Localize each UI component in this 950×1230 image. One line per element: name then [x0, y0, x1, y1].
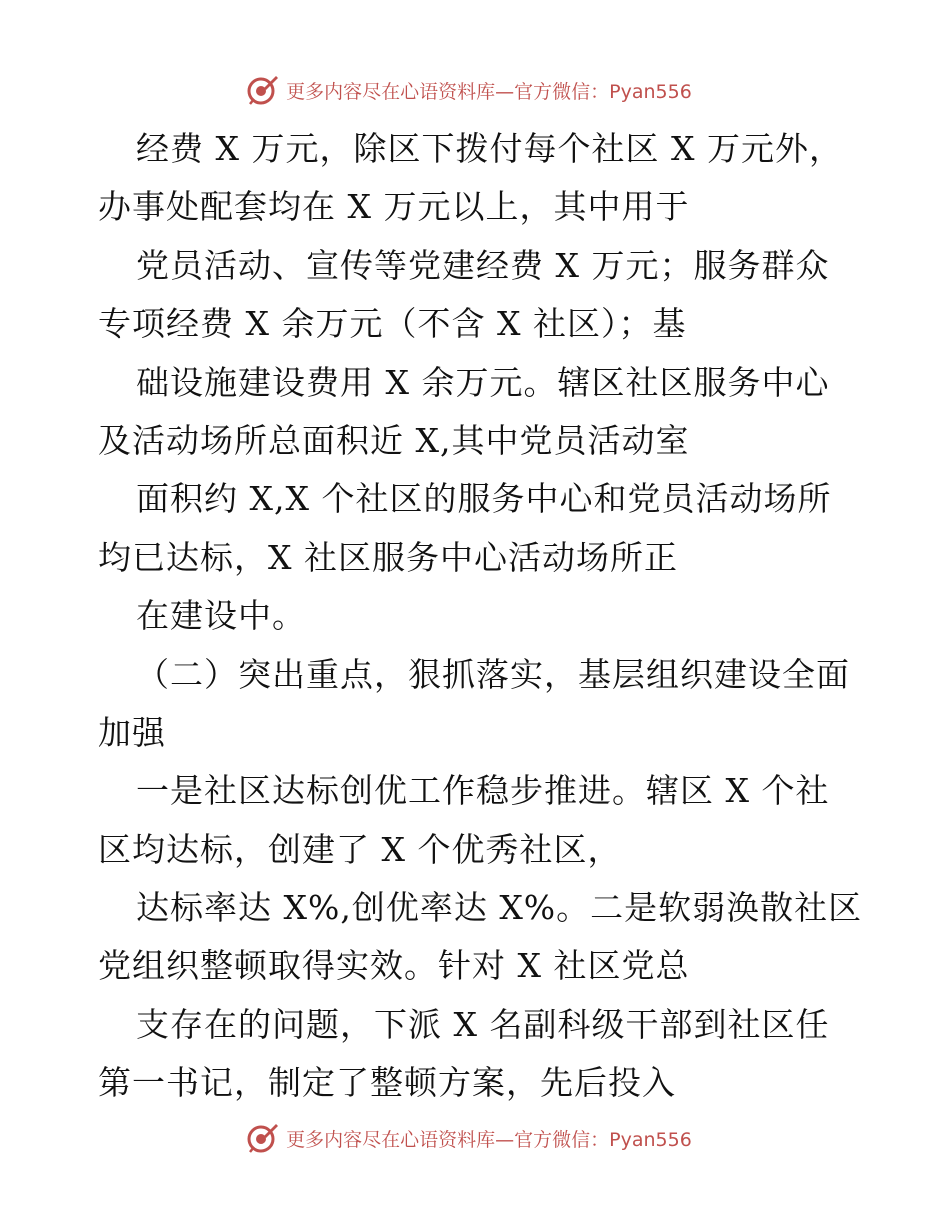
footer-banner — [0, 1120, 950, 1156]
body-line: 办事处配套均在 X 万元以上，其中用于 — [98, 187, 690, 227]
header-banner-content — [246, 73, 692, 107]
header-banner-handle: Pyan556 — [609, 80, 692, 103]
pen-nib-logo-icon — [246, 1121, 280, 1155]
header-banner-text — [286, 77, 692, 104]
footer-banner-text — [286, 1125, 692, 1152]
body-line: 及活动场所总面积近 X,其中党员活动室 — [98, 420, 690, 460]
header-banner-label: 更多内容尽在心语资料库—官方微信： — [286, 80, 610, 103]
body-line: 达标率达 X%,创优率达 X%。二是软弱涣散社区 — [136, 888, 863, 928]
body-line: 均已达标，X 社区服务中心活动场所正 — [98, 537, 678, 577]
body-line: 经费 X 万元，除区下拨付每个社区 X 万元外， — [136, 129, 843, 168]
body-line: 第一书记，制定了整顿方案，先后投入 — [98, 1063, 676, 1103]
footer-banner-content — [246, 1121, 692, 1155]
document-body — [98, 120, 878, 1113]
body-line: 党员活动、宣传等党建经费 X 万元；服务群众 — [136, 245, 830, 285]
body-line: 专项经费 X 余万元（不含 X 社区）；基 — [98, 304, 687, 344]
body-line: 在建设中。 — [136, 596, 306, 636]
section-heading-continued: 加强 — [98, 712, 166, 752]
footer-banner-label: 更多内容尽在心语资料库—官方微信： — [286, 1128, 610, 1151]
pen-nib-logo-icon — [246, 73, 280, 107]
body-line: 党组织整顿取得实效。针对 X 社区党总 — [98, 946, 690, 986]
body-line: 一是社区达标创优工作稳步推进。辖区 X 个社 — [136, 771, 830, 811]
body-line: 支存在的问题，下派 X 名副科级干部到社区任 — [136, 1004, 830, 1044]
section-heading: （二）突出重点，狠抓落实，基层组织建设全面 — [136, 654, 850, 694]
body-line: 础设施建设费用 X 余万元。辖区社区服务中心 — [136, 362, 830, 402]
footer-banner-handle: Pyan556 — [609, 1128, 692, 1151]
body-line: 区均达标，创建了 X 个优秀社区， — [98, 829, 622, 869]
body-line: 面积约 X,X 个社区的服务中心和党员活动场所 — [136, 479, 832, 519]
header-banner — [0, 72, 950, 108]
